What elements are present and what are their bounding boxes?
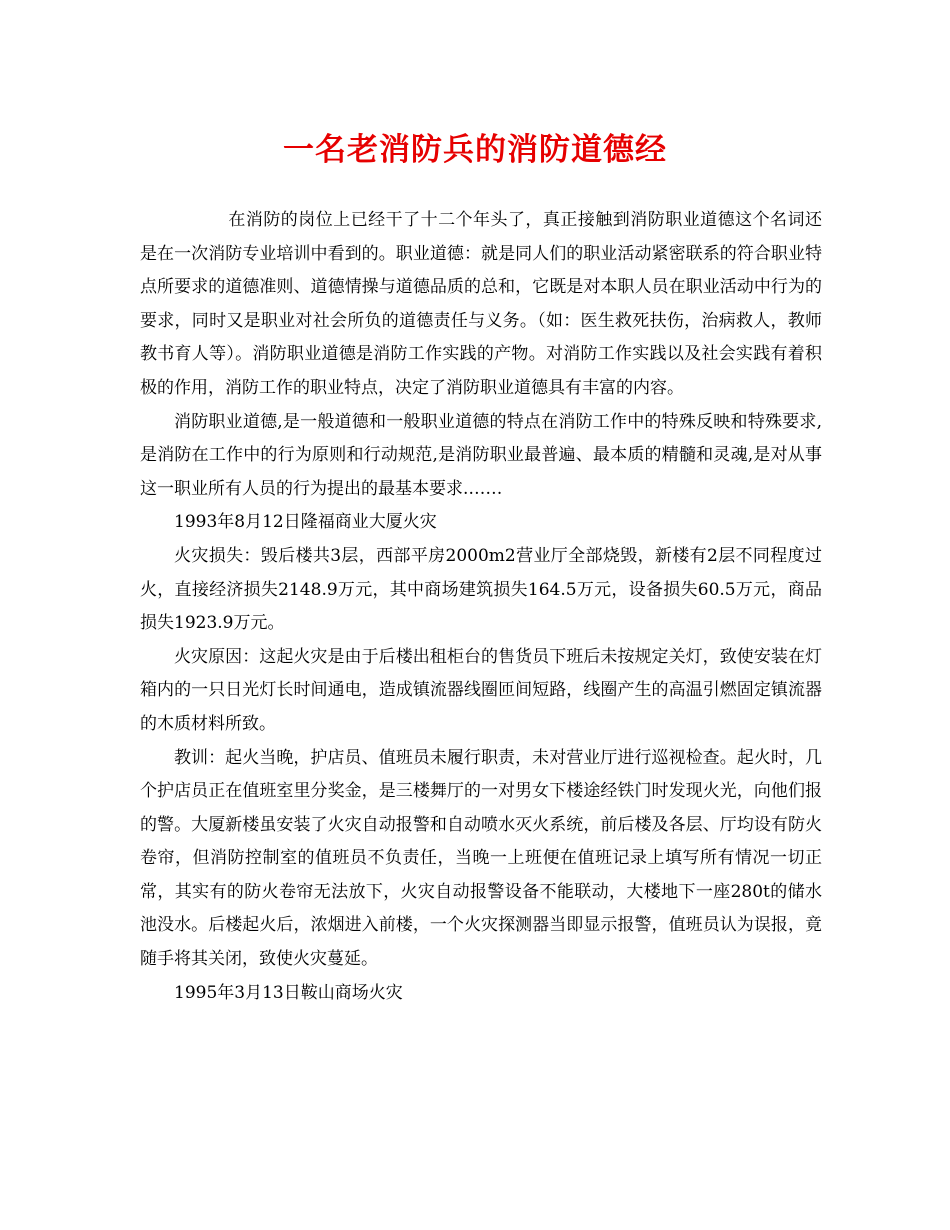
paragraph-fire-cause: 火灾原因：这起火灾是由于后楼出租柜台的售货员下班后未按规定关灯，致使安装在灯箱内的一只日光灯长时间通电，造成镇流器线圈匝间短路，线圈产生的高温引燃固定镇流器的木质材料所致。	[140, 646, 822, 734]
paragraph-case-heading-1995: 1995年3月13日鞍山商场火灾	[174, 982, 403, 1003]
paragraph-intro: 在消防的岗位上已经干了十二个年头了，真正接触到消防职业道德这个名词还是在一次消防专业培训中看到的。职业道德：就是同人们的职业活动紧密联系的符合职业特点所要求的道德准则、道德情操与道德品质的总和，它既是对本职人员在职业活动中行为的要求，同时又是职业对社会所负的道德责任与义务。（如：医生救死扶伤，治病救人，教师教书育人等）。消防职业道德是消防工作实践的产物。对消防工作实践以及社会实践有着积极的作用，消防工作的职业特点，决定了消防职业道德具有丰富的内容。	[140, 210, 822, 398]
document-title: 一名老消防兵的消防道德经	[283, 132, 667, 168]
paragraph-lesson: 教训：起火当晚，护店员、值班员未履行职责，未对营业厅进行巡视检查。起火时，几个护店员正在值班室里分奖金，是三楼舞厅的一对男女下楼途经铁门时发现火光，向他们报的警。大厦新楼虽安装了火灾自动报警和自动喷水灭火系统，前后楼及各层、厅均设有防火卷帘，但消防控制室的值班员不负责任，当晚一上班便在值班记录上填写所有情况一切正常，其实有的防火卷帘无法放下，火灾自动报警设备不能联动，大楼地下一座280t的储水池没水。后楼起火后，浓烟进入前楼，一个火灾探测器当即显示报警，值班员认为误报，竟随手将其关闭，致使火灾蔓延。	[140, 747, 822, 970]
document-body	[140, 204, 822, 1010]
paragraph-definition: 消防职业道德,是一般道德和一般职业道德的特点在消防工作中的特殊反映和特殊要求,是消防在工作中的行为原则和行动规范,是消防职业最普遍、最本质的精髓和灵魂,是对从事这一职业所有人员的行为提出的最基本要求.……	[140, 411, 822, 499]
paragraph-case-heading-1993: 1993年8月12日隆福商业大厦火灾	[174, 512, 437, 533]
paragraph-fire-loss: 火灾损失：毁后楼共3层，西部平房2000m2营业厅全部烧毁，新楼有2层不同程度过火，直接经济损失2148.9万元，其中商场建筑损失164.5万元，设备损失60.5万元，商品损失1923.9万元。	[140, 545, 822, 634]
